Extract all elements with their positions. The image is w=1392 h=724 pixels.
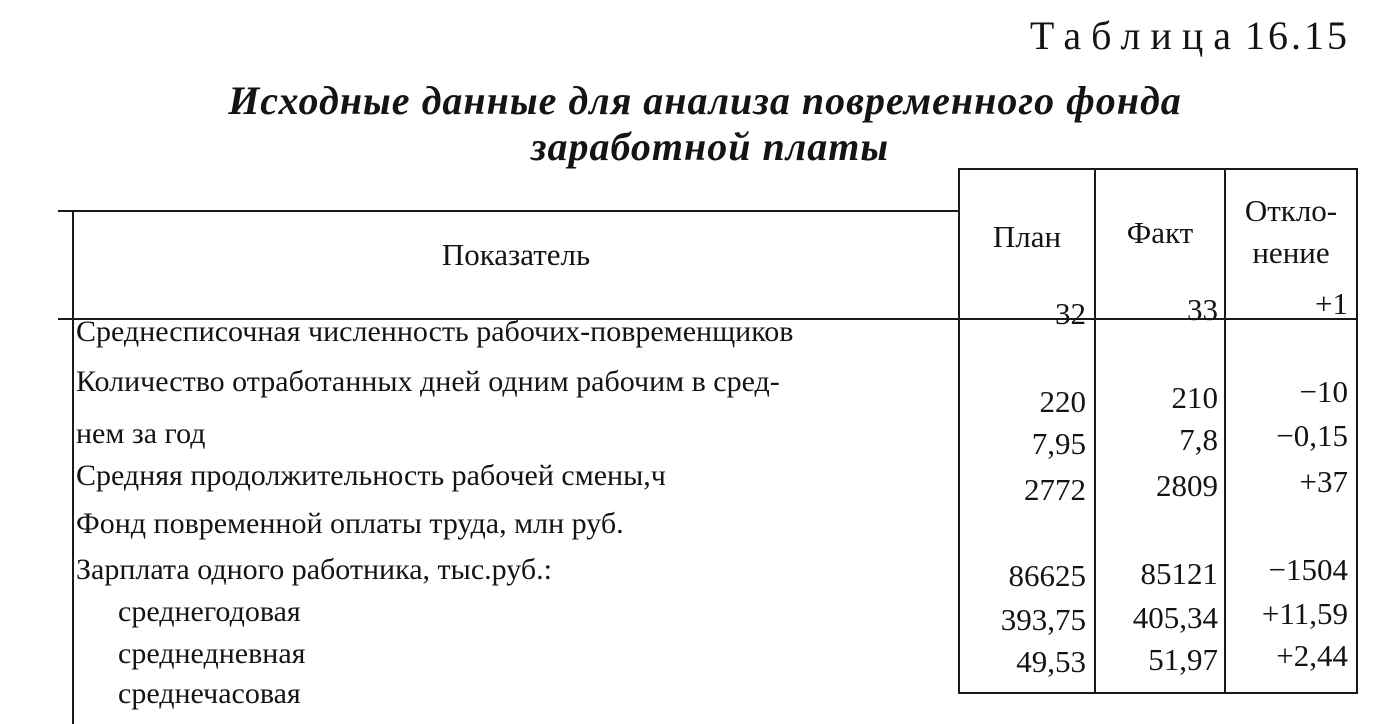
table-number: 16.15 — [1245, 13, 1350, 58]
table-rule — [72, 210, 74, 724]
cell-plan-days: 220 — [1039, 384, 1086, 419]
cell-deviation-headcount: +1 — [1315, 286, 1348, 321]
cell-plan-headcount: 32 — [1055, 296, 1086, 331]
row-label-shift-length: Средняя продолжительность рабочей смены,ч — [76, 459, 666, 492]
table-rule — [958, 168, 1358, 170]
cell-fact-wage-fund: 2809 — [1156, 468, 1218, 503]
data-table — [58, 168, 1358, 724]
header-deviation-line-1: Откло- — [1244, 193, 1338, 228]
table-title-line-2: заработной платы — [530, 124, 890, 169]
table-title — [150, 78, 1260, 170]
cell-plan-salary-hourly: 49,53 — [1016, 644, 1086, 679]
table-rule — [1356, 168, 1358, 694]
cell-deviation-shift: −0,15 — [1276, 418, 1348, 453]
table-number-label — [1030, 12, 1350, 59]
cell-fact-headcount: 33 — [1187, 292, 1218, 327]
table-rule — [58, 210, 958, 212]
header-fact: Факт — [1126, 215, 1194, 250]
cell-plan-salary-daily: 393,75 — [1000, 602, 1086, 637]
cell-fact-shift: 7,8 — [1179, 422, 1218, 457]
header-deviation-line-2: нение — [1252, 235, 1330, 270]
cell-fact-salary-daily: 405,34 — [1132, 600, 1218, 635]
row-label-days-line-1: Количество отработанных дней одним рабочим в сред- — [76, 365, 780, 398]
header-plan: План — [992, 219, 1062, 254]
table-rule — [958, 692, 1358, 694]
row-label-salary-hourly: среднечасовая — [118, 677, 301, 710]
cell-deviation-wage-fund: +37 — [1299, 464, 1348, 499]
row-label-salary-daily: среднедневная — [118, 637, 306, 670]
cell-deviation-salary-hourly: +2,44 — [1276, 638, 1348, 673]
row-label-wage-fund: Фонд повременной оплаты труда, млн руб. — [76, 507, 624, 540]
cell-plan-shift: 7,95 — [1031, 426, 1086, 461]
cell-deviation-salary-annual: −1504 — [1268, 552, 1348, 587]
header-deviation — [1226, 190, 1356, 274]
cell-deviation-salary-daily: +11,59 — [1261, 596, 1348, 631]
cell-deviation-days: −10 — [1299, 374, 1348, 409]
header-indicator: Показатель — [441, 237, 591, 272]
cell-plan-wage-fund: 2772 — [1024, 472, 1086, 507]
row-label-headcount: Среднесписочная численность рабочих-повременщиков — [76, 315, 794, 348]
cell-plan-salary-annual: 86625 — [1008, 558, 1086, 593]
cell-fact-salary-annual: 85121 — [1140, 556, 1218, 591]
row-label-days-line-2: нем за год — [76, 417, 206, 450]
row-label-salary-annual: среднегодовая — [118, 595, 301, 628]
row-label-salary: Зарплата одного работника, тыс.руб.: — [76, 553, 552, 586]
table-title-line-1: Исходные данные для анализа повременного фонда — [228, 78, 1182, 123]
table-word: Таблица — [1029, 13, 1241, 58]
cell-fact-days: 210 — [1171, 380, 1218, 415]
cell-fact-salary-hourly: 51,97 — [1148, 642, 1218, 677]
